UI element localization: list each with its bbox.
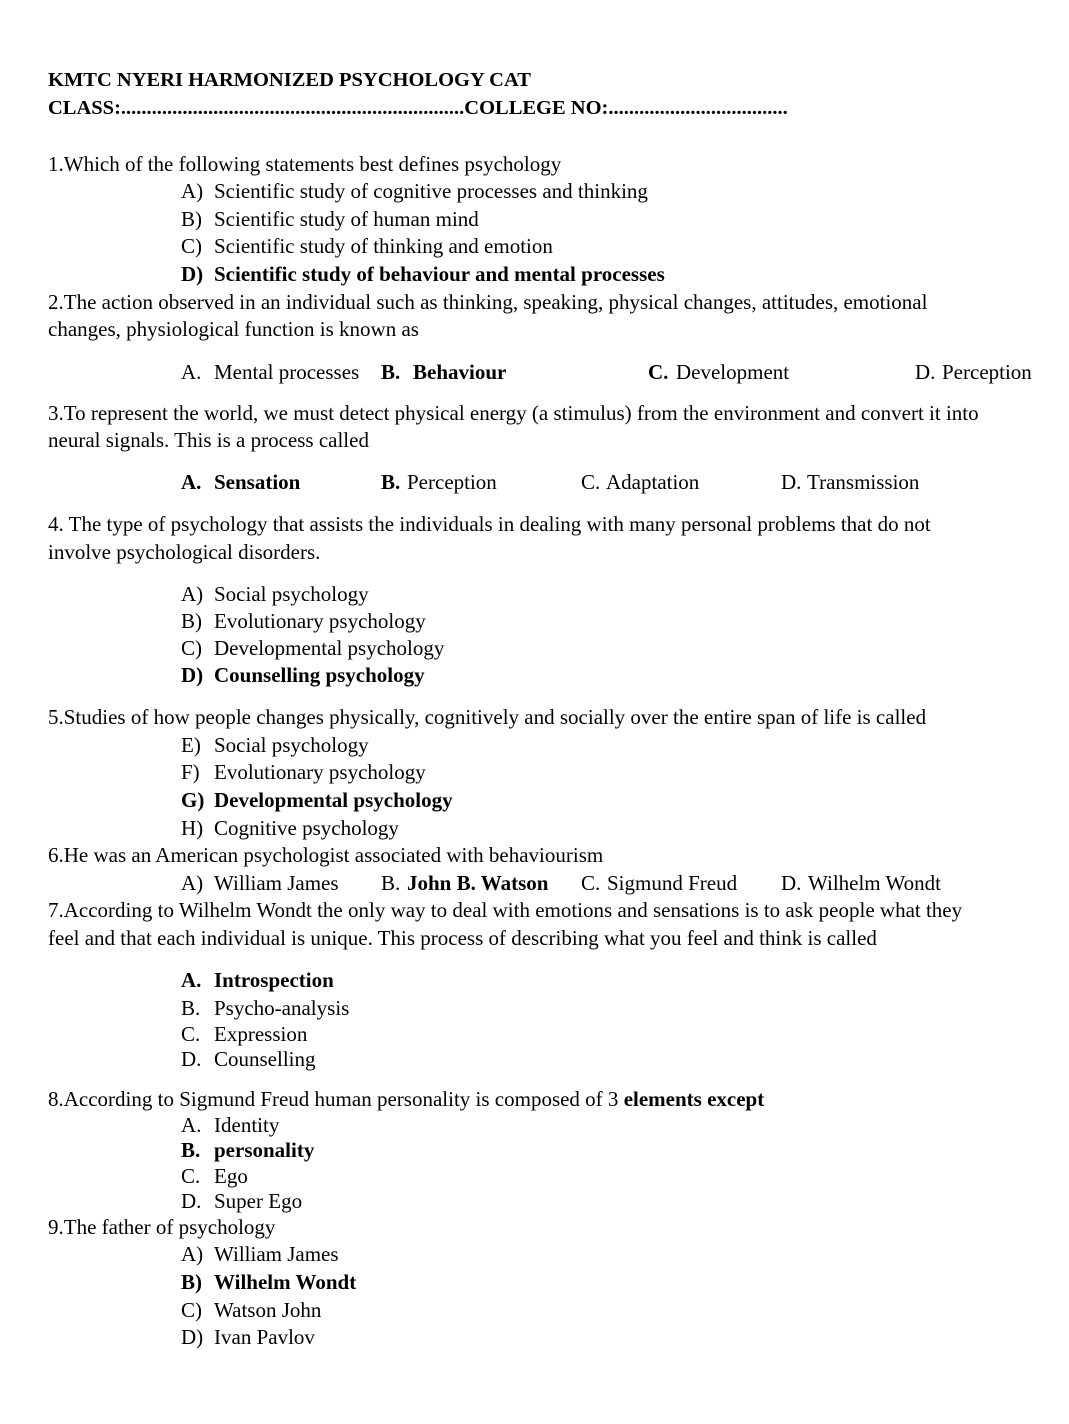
question-5-stem: 5.Studies of how people changes physically, cognitively and socially over the entire span of life is called [48,705,927,729]
document-title: KMTC NYERI HARMONIZED PSYCHOLOGY CAT [48,69,531,91]
q1-option-b-letter: B) [181,207,202,231]
q7-option-c-letter: C. [181,1022,201,1046]
q4-option-a-text: Social psychology [214,582,369,606]
q8-option-d-text: Super Ego [214,1189,303,1213]
q5-option-f-letter: F) [181,760,200,784]
q4-option-b-text: Evolutionary psychology [214,609,426,633]
question-6-stem: 6.He was an American psychologist associated with behaviourism [48,843,604,867]
q9-option-d-letter: D) [181,1325,204,1349]
q8-option-b-letter: B. [181,1138,201,1162]
q2-option-d-letter: D. [915,360,936,384]
q9-option-d-text: Ivan Pavlov [214,1325,315,1349]
question-9-stem: 9.The father of psychology [48,1215,276,1239]
question-3-stem-line2: neural signals. This is a process called [48,428,369,452]
q4-option-d-letter: D) [181,663,204,687]
q6-option-d-letter: D. [781,871,802,895]
question-8-stem-emphasis: elements except [623,1087,765,1111]
q8-option-d-letter: D. [181,1189,202,1213]
question-2-stem-line2: changes, physiological function is known as [48,317,419,341]
q3-option-a-text: Sensation [214,470,301,494]
class-college-line: CLASS:...................................................................COLLEGE NO:................................... [48,97,788,119]
question-4-stem-line1: 4. The type of psychology that assists the individuals in dealing with many personal problems that do not [48,512,931,536]
question-1-stem: 1.Which of the following statements best defines psychology [48,152,562,176]
q6-option-b-text: John B. Watson [407,871,549,895]
q9-option-b-text: Wilhelm Wondt [214,1270,357,1294]
q1-option-c-text: Scientific study of thinking and emotion [214,234,553,258]
q4-option-c-text: Developmental psychology [214,636,445,660]
q4-option-d-text: Counselling psychology [214,663,425,687]
q9-option-c-letter: C) [181,1298,202,1322]
q6-option-b-letter: B. [381,871,401,895]
q8-option-a-text: Identity [214,1113,280,1137]
question-4-stem-line2: involve psychological disorders. [48,540,321,564]
q2-option-b-letter: B. [381,360,401,384]
question-8-stem [48,1087,764,1111]
q2-option-a-text: Mental processes [214,360,360,384]
q6-option-c-text: Sigmund Freud [607,871,738,895]
q6-option-a-letter: A) [181,871,204,895]
q1-option-a-letter: A) [181,179,204,203]
q8-option-c-text: Ego [214,1164,248,1188]
q2-option-a-letter: A. [181,360,202,384]
q3-option-d-letter: D. [781,470,802,494]
question-7-stem-line1: 7.According to Wilhelm Wondt the only way to deal with emotions and sensations is to ask people what they [48,898,963,922]
q1-option-d-text: Scientific study of behaviour and mental processes [214,262,665,286]
q2-option-d-text: Perception [942,360,1032,384]
q1-option-d-letter: D) [181,262,204,286]
q6-option-d-text: Wilhelm Wondt [808,871,941,895]
q5-option-f-text: Evolutionary psychology [214,760,426,784]
q4-option-b-letter: B) [181,609,202,633]
q5-option-g-letter: G) [181,788,205,812]
q4-option-a-letter: A) [181,582,204,606]
q7-option-d-text: Counselling [214,1047,316,1071]
q8-option-a-letter: A. [181,1113,202,1137]
q7-option-c-text: Expression [214,1022,308,1046]
q5-option-e-text: Social psychology [214,733,369,757]
q2-option-c-text: Development [676,360,790,384]
q7-option-b-letter: B. [181,996,201,1020]
q9-option-a-letter: A) [181,1242,204,1266]
q3-option-a-letter: A. [181,470,202,494]
q5-option-g-text: Developmental psychology [214,788,453,812]
q8-option-c-letter: C. [181,1164,201,1188]
q3-option-b-text: Perception [407,470,497,494]
q3-option-c-letter: C. [581,470,601,494]
q6-option-c-letter: C. [581,871,601,895]
question-8-stem-text: 8.According to Sigmund Freud human personality is composed of 3 [48,1087,624,1111]
question-7-stem-line2: feel and that each individual is unique. This process of describing what you feel and think is called [48,926,877,950]
q3-option-d-text: Transmission [807,470,920,494]
q1-option-a-text: Scientific study of cognitive processes and thinking [214,179,648,203]
q5-option-h-letter: H) [181,816,204,840]
q7-option-a-letter: A. [181,968,202,992]
q7-option-b-text: Psycho-analysis [214,996,350,1020]
q3-option-c-text: Adaptation [606,470,700,494]
q2-option-c-letter: C. [648,360,669,384]
q6-option-a-text: William James [214,871,339,895]
question-2-stem-line1: 2.The action observed in an individual such as thinking, speaking, physical changes, attitudes, emotional [48,290,928,314]
q1-option-c-letter: C) [181,234,202,258]
q9-option-c-text: Watson John [214,1298,322,1322]
q9-option-a-text: William James [214,1242,339,1266]
q7-option-d-letter: D. [181,1047,202,1071]
q3-option-b-letter: B. [381,470,401,494]
question-3-stem-line1: 3.To represent the world, we must detect physical energy (a stimulus) from the environment and convert it into [48,401,979,425]
q9-option-b-letter: B) [181,1270,202,1294]
q5-option-h-text: Cognitive psychology [214,816,399,840]
q4-option-c-letter: C) [181,636,202,660]
q5-option-e-letter: E) [181,733,201,757]
q7-option-a-text: Introspection [214,968,334,992]
q8-option-b-text: personality [214,1138,315,1162]
q1-option-b-text: Scientific study of human mind [214,207,479,231]
q2-option-b-text: Behaviour [413,360,507,384]
